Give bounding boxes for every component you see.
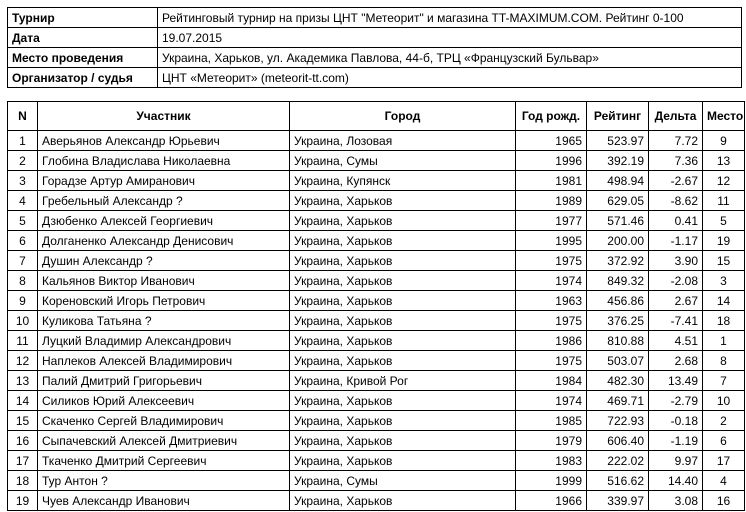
cell-place: 19 <box>703 231 745 251</box>
cell-city: Украина, Харьков <box>290 431 516 451</box>
cell-n: 19 <box>8 491 38 511</box>
cell-city: Украина, Харьков <box>290 271 516 291</box>
cell-birth-year: 1975 <box>516 351 587 371</box>
cell-participant: Сыпачевский Алексей Дмитриевич <box>38 431 290 451</box>
cell-delta: 2.68 <box>649 351 703 371</box>
table-row <box>8 491 745 511</box>
cell-delta: 0.41 <box>649 211 703 231</box>
cell-participant: Куликова Татьяна ? <box>38 311 290 331</box>
info-row <box>8 68 742 88</box>
table-row <box>8 351 745 371</box>
info-key: Дата <box>8 28 158 48</box>
table-row <box>8 311 745 331</box>
cell-place: 17 <box>703 451 745 471</box>
cell-delta: -2.08 <box>649 271 703 291</box>
info-row <box>8 48 742 68</box>
table-row <box>8 271 745 291</box>
cell-participant: Дзюбенко Алексей Георгиевич <box>38 211 290 231</box>
cell-rating: 516.62 <box>587 471 649 491</box>
table-row <box>8 451 745 471</box>
cell-place: 18 <box>703 311 745 331</box>
info-row <box>8 28 742 48</box>
cell-place: 14 <box>703 291 745 311</box>
info-key: Организатор / судья <box>8 68 158 88</box>
cell-birth-year: 1989 <box>516 191 587 211</box>
cell-participant: Долганенко Александр Денисович <box>38 231 290 251</box>
cell-delta: 4.51 <box>649 331 703 351</box>
cell-place: 13 <box>703 151 745 171</box>
cell-rating: 456.86 <box>587 291 649 311</box>
cell-rating: 810.88 <box>587 331 649 351</box>
results-table <box>7 101 745 511</box>
cell-city: Украина, Купянск <box>290 171 516 191</box>
cell-delta: -1.19 <box>649 431 703 451</box>
info-value: Рейтинговый турнир на призы ЦНТ "Метеорит" и магазина TT-MAXIMUM.COM. Рейтинг 0-100 <box>158 8 742 28</box>
cell-city: Украина, Харьков <box>290 231 516 251</box>
cell-n: 8 <box>8 271 38 291</box>
cell-participant: Горадзе Артур Амиранович <box>38 171 290 191</box>
cell-rating: 498.94 <box>587 171 649 191</box>
cell-city: Украина, Харьков <box>290 491 516 511</box>
cell-birth-year: 1985 <box>516 411 587 431</box>
cell-city: Украина, Харьков <box>290 351 516 371</box>
cell-birth-year: 1999 <box>516 471 587 491</box>
cell-place: 7 <box>703 371 745 391</box>
cell-rating: 849.32 <box>587 271 649 291</box>
cell-n: 13 <box>8 371 38 391</box>
table-row <box>8 431 745 451</box>
col-header-rating: Рейтинг <box>587 102 649 131</box>
cell-n: 17 <box>8 451 38 471</box>
cell-place: 2 <box>703 411 745 431</box>
cell-rating: 571.46 <box>587 211 649 231</box>
cell-place: 10 <box>703 391 745 411</box>
cell-birth-year: 1975 <box>516 311 587 331</box>
cell-delta: -7.41 <box>649 311 703 331</box>
cell-n: 5 <box>8 211 38 231</box>
cell-birth-year: 1981 <box>516 171 587 191</box>
col-header-place: Место <box>703 102 745 131</box>
cell-delta: 7.72 <box>649 131 703 151</box>
table-row <box>8 211 745 231</box>
table-row <box>8 231 745 251</box>
cell-n: 12 <box>8 351 38 371</box>
cell-city: Украина, Харьков <box>290 191 516 211</box>
tournament-info-table <box>7 7 742 88</box>
cell-rating: 222.02 <box>587 451 649 471</box>
cell-rating: 722.93 <box>587 411 649 431</box>
cell-n: 3 <box>8 171 38 191</box>
cell-participant: Аверьянов Александр Юрьевич <box>38 131 290 151</box>
header-row <box>8 102 745 131</box>
cell-n: 6 <box>8 231 38 251</box>
cell-city: Украина, Сумы <box>290 151 516 171</box>
cell-n: 18 <box>8 471 38 491</box>
cell-city: Украина, Лозовая <box>290 131 516 151</box>
cell-rating: 339.97 <box>587 491 649 511</box>
cell-rating: 482.30 <box>587 371 649 391</box>
table-row <box>8 391 745 411</box>
table-row <box>8 151 745 171</box>
table-row <box>8 291 745 311</box>
info-key: Место проведения <box>8 48 158 68</box>
table-row <box>8 471 745 491</box>
cell-n: 14 <box>8 391 38 411</box>
cell-city: Украина, Харьков <box>290 411 516 431</box>
cell-participant: Силиков Юрий Алексеевич <box>38 391 290 411</box>
cell-rating: 200.00 <box>587 231 649 251</box>
cell-rating: 503.07 <box>587 351 649 371</box>
table-row <box>8 331 745 351</box>
cell-city: Украина, Харьков <box>290 331 516 351</box>
cell-delta: -0.18 <box>649 411 703 431</box>
cell-delta: -8.62 <box>649 191 703 211</box>
cell-n: 4 <box>8 191 38 211</box>
cell-participant: Тур Антон ? <box>38 471 290 491</box>
cell-city: Украина, Харьков <box>290 311 516 331</box>
table-row <box>8 191 745 211</box>
cell-city: Украина, Кривой Рог <box>290 371 516 391</box>
col-header-delta: Дельта <box>649 102 703 131</box>
cell-delta: -2.67 <box>649 171 703 191</box>
cell-birth-year: 1974 <box>516 391 587 411</box>
table-row <box>8 171 745 191</box>
cell-rating: 376.25 <box>587 311 649 331</box>
cell-birth-year: 1966 <box>516 491 587 511</box>
cell-delta: -1.17 <box>649 231 703 251</box>
cell-n: 10 <box>8 311 38 331</box>
table-row <box>8 251 745 271</box>
cell-participant: Душин Александр ? <box>38 251 290 271</box>
col-header-city: Город <box>290 102 516 131</box>
cell-city: Украина, Харьков <box>290 291 516 311</box>
table-row <box>8 371 745 391</box>
cell-birth-year: 1986 <box>516 331 587 351</box>
cell-place: 12 <box>703 171 745 191</box>
cell-participant: Палий Дмитрий Григорьевич <box>38 371 290 391</box>
cell-place: 16 <box>703 491 745 511</box>
table-row <box>8 131 745 151</box>
cell-place: 9 <box>703 131 745 151</box>
cell-place: 15 <box>703 251 745 271</box>
cell-n: 16 <box>8 431 38 451</box>
cell-place: 5 <box>703 211 745 231</box>
cell-participant: Луцкий Владимир Александрович <box>38 331 290 351</box>
info-value: 19.07.2015 <box>158 28 742 48</box>
cell-delta: 2.67 <box>649 291 703 311</box>
cell-delta: 7.36 <box>649 151 703 171</box>
cell-n: 7 <box>8 251 38 271</box>
cell-delta: 3.08 <box>649 491 703 511</box>
cell-birth-year: 1965 <box>516 131 587 151</box>
cell-delta: 9.97 <box>649 451 703 471</box>
cell-participant: Кореновский Игорь Петрович <box>38 291 290 311</box>
cell-rating: 372.92 <box>587 251 649 271</box>
cell-city: Украина, Харьков <box>290 251 516 271</box>
cell-place: 11 <box>703 191 745 211</box>
cell-city: Украина, Харьков <box>290 211 516 231</box>
cell-rating: 606.40 <box>587 431 649 451</box>
cell-participant: Гребельный Александр ? <box>38 191 290 211</box>
cell-participant: Ткаченко Дмитрий Сергеевич <box>38 451 290 471</box>
cell-birth-year: 1979 <box>516 431 587 451</box>
cell-delta: 3.90 <box>649 251 703 271</box>
cell-n: 2 <box>8 151 38 171</box>
cell-participant: Наплеков Алексей Владимирович <box>38 351 290 371</box>
info-value: ЦНТ «Метеорит» (meteorit-tt.com) <box>158 68 742 88</box>
cell-participant: Скаченко Сергей Владимирович <box>38 411 290 431</box>
col-header-participant: Участник <box>38 102 290 131</box>
table-row <box>8 411 745 431</box>
cell-n: 9 <box>8 291 38 311</box>
cell-n: 15 <box>8 411 38 431</box>
info-key: Турнир <box>8 8 158 28</box>
cell-city: Украина, Сумы <box>290 471 516 491</box>
cell-place: 3 <box>703 271 745 291</box>
cell-birth-year: 1995 <box>516 231 587 251</box>
cell-rating: 469.71 <box>587 391 649 411</box>
cell-rating: 523.97 <box>587 131 649 151</box>
cell-birth-year: 1996 <box>516 151 587 171</box>
info-value: Украина, Харьков, ул. Академика Павлова, 44-б, ТРЦ «Французский Бульвар» <box>158 48 742 68</box>
cell-participant: Чуев Александр Иванович <box>38 491 290 511</box>
col-header-n: N <box>8 102 38 131</box>
cell-birth-year: 1963 <box>516 291 587 311</box>
info-row <box>8 8 742 28</box>
cell-birth-year: 1984 <box>516 371 587 391</box>
col-header-birth-year: Год рожд. <box>516 102 587 131</box>
cell-place: 1 <box>703 331 745 351</box>
cell-participant: Глобина Владислава Николаевна <box>38 151 290 171</box>
cell-birth-year: 1983 <box>516 451 587 471</box>
cell-rating: 629.05 <box>587 191 649 211</box>
cell-birth-year: 1974 <box>516 271 587 291</box>
cell-birth-year: 1977 <box>516 211 587 231</box>
cell-city: Украина, Харьков <box>290 391 516 411</box>
cell-city: Украина, Харьков <box>290 451 516 471</box>
cell-participant: Кальянов Виктор Иванович <box>38 271 290 291</box>
cell-delta: -2.79 <box>649 391 703 411</box>
cell-place: 8 <box>703 351 745 371</box>
cell-n: 1 <box>8 131 38 151</box>
cell-n: 11 <box>8 331 38 351</box>
cell-delta: 14.40 <box>649 471 703 491</box>
cell-birth-year: 1975 <box>516 251 587 271</box>
cell-place: 6 <box>703 431 745 451</box>
cell-delta: 13.49 <box>649 371 703 391</box>
cell-place: 4 <box>703 471 745 491</box>
cell-rating: 392.19 <box>587 151 649 171</box>
